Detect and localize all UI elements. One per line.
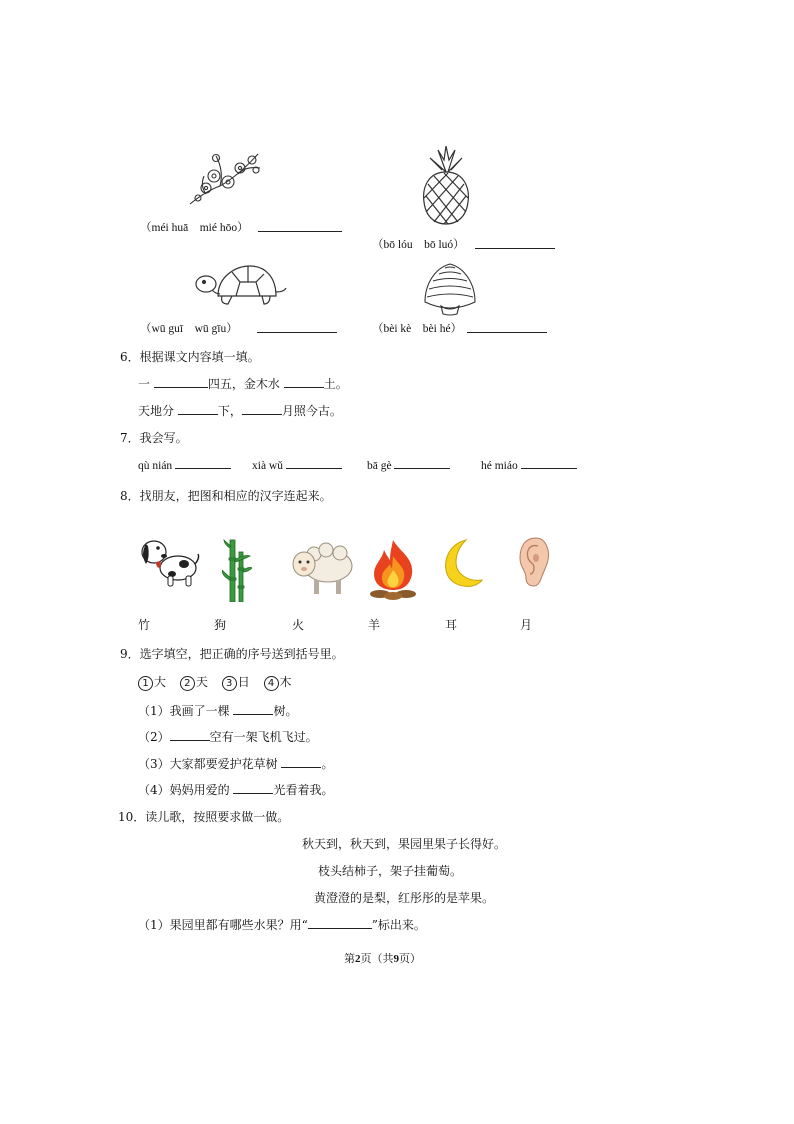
q10-sub1-text-a: （1）果园里都有哪些水果？用“ (138, 918, 308, 932)
turtle-icon (192, 262, 288, 306)
q6-line1-text-a: 一 (138, 377, 151, 391)
q7-item-3 (367, 458, 450, 472)
answer-blank-shell[interactable] (467, 322, 547, 333)
option-number-2: 2 (180, 676, 195, 691)
poem-line-3: 黄澄澄的是梨，红彤彤的是苹果。 (314, 891, 495, 905)
pineapple-icon (418, 146, 474, 226)
footer-text-b: 页（共 (360, 952, 394, 965)
q9-blank-2[interactable] (170, 730, 210, 741)
question-7-title: 7．我会写。 (120, 431, 188, 445)
q7-item-2 (252, 458, 342, 472)
q9-s2-text-a: （2） (138, 730, 170, 744)
dog-icon (138, 536, 200, 588)
pinyin-options-turtle: （wū guī wū gīu） (140, 323, 238, 335)
q7-pinyin-4: hé miáo (481, 460, 518, 472)
q8-char-4[interactable]: 羊 (368, 618, 381, 632)
q7-pinyin-1: qù nián (138, 460, 173, 472)
q6-line1-text-c: 土。 (323, 377, 348, 391)
q7-blank-3[interactable] (394, 458, 450, 469)
page-footer (344, 950, 421, 966)
q6-blank-2[interactable] (284, 377, 324, 388)
q9-s3-text-a: （3）大家都要爱护花草树 (138, 757, 278, 771)
q6-blank-4[interactable] (242, 404, 282, 415)
q10-blank-1[interactable] (308, 918, 372, 929)
poem-line-1: 秋天到，秋天到，果园里果子长得好。 (302, 837, 507, 851)
q9-s3-text-b: 。 (321, 757, 334, 771)
fire-icon (368, 538, 418, 602)
pinyin-options-plum: （méi huā mié hōo） (140, 222, 249, 234)
q9-s4-text-a: （4）妈妈用爱的 (138, 783, 230, 797)
q8-char-5[interactable]: 耳 (445, 618, 458, 632)
answer-blank-pineapple[interactable] (475, 238, 555, 249)
plum-blossom-icon (186, 146, 266, 208)
moon-icon (442, 538, 484, 588)
footer-text-c: 页） (399, 952, 421, 965)
poem-line-2: 枝头结柿子，架子挂葡萄。 (318, 864, 463, 878)
q9-s4-text-b: 光看着我。 (273, 783, 334, 797)
option-char-4: 木 (279, 675, 292, 689)
option-char-1: 大 (154, 675, 167, 689)
bamboo-icon (222, 538, 252, 602)
q6-blank-1[interactable] (154, 377, 208, 388)
q7-blank-4[interactable] (521, 458, 577, 469)
q9-blank-3[interactable] (281, 757, 321, 768)
q9-sentence-3 (138, 755, 333, 772)
q7-item-1 (138, 458, 231, 472)
option-number-3: 3 (222, 676, 237, 691)
q8-char-2[interactable]: 狗 (214, 618, 227, 632)
page-total: 9 (393, 953, 399, 965)
q7-blank-2[interactable] (286, 458, 342, 469)
q7-pinyin-3: bā gè (367, 460, 392, 472)
q6-line2-text-c: 月照今古。 (281, 404, 342, 418)
q9-sentence-4 (138, 781, 333, 798)
answer-blank-turtle[interactable] (257, 322, 337, 333)
q7-pinyin-2: xià wǔ (252, 460, 283, 472)
q8-char-6[interactable]: 月 (520, 618, 533, 632)
question-10-title: 10．读儿歌，按照要求做一做。 (118, 810, 290, 824)
q6-line1-text-b: 四五，金木水 (207, 377, 280, 391)
option-number-4: 4 (264, 676, 279, 691)
q6-line2-text-a: 天地分 (138, 404, 175, 418)
q9-option-2 (180, 673, 208, 691)
question-8-title: 8．找朋友，把图和相应的汉字连起来。 (120, 489, 332, 503)
q7-item-4 (481, 458, 577, 472)
q9-s1-text-b: 树。 (273, 704, 298, 718)
q6-blank-3[interactable] (178, 404, 218, 415)
q7-blank-1[interactable] (175, 458, 231, 469)
q8-char-1[interactable]: 竹 (138, 618, 151, 632)
q9-blank-4[interactable] (233, 783, 273, 794)
ear-icon (516, 536, 552, 588)
q9-s1-text-a: （1）我画了一棵 (138, 704, 230, 718)
option-number-1: 1 (138, 676, 153, 691)
shell-icon (421, 262, 479, 316)
q6-line-2 (138, 402, 342, 419)
question-9-title: 9．选字填空，把正确的序号送到括号里。 (120, 647, 344, 661)
q9-sentence-2 (138, 728, 318, 745)
q9-sentence-1 (138, 702, 297, 719)
footer-text-a: 第 (344, 952, 355, 965)
q6-line2-text-b: 下， (217, 404, 242, 418)
q10-sub1-text-b: ”标出来。 (371, 918, 426, 932)
q9-options (138, 673, 302, 691)
option-char-3: 日 (237, 675, 250, 689)
q8-char-3[interactable]: 火 (292, 618, 305, 632)
answer-blank-plum[interactable] (258, 221, 342, 232)
q9-s2-text-b: 空有一架飞机飞过。 (209, 730, 318, 744)
question-6-title: 6．根据课文内容填一填。 (120, 350, 260, 364)
option-char-2: 天 (195, 675, 208, 689)
pinyin-options-pineapple: （bō lóu bō luó） (372, 239, 465, 251)
q9-option-3 (222, 673, 250, 691)
pinyin-options-shell: （bèi kè bèi hé） (372, 323, 463, 335)
q9-option-1 (138, 673, 166, 691)
q9-option-4 (264, 673, 292, 691)
q9-blank-1[interactable] (233, 704, 273, 715)
page-number: 2 (355, 953, 361, 965)
q10-sub-question-1 (138, 916, 426, 933)
sheep-icon (290, 540, 354, 598)
q6-line-1 (138, 375, 348, 392)
